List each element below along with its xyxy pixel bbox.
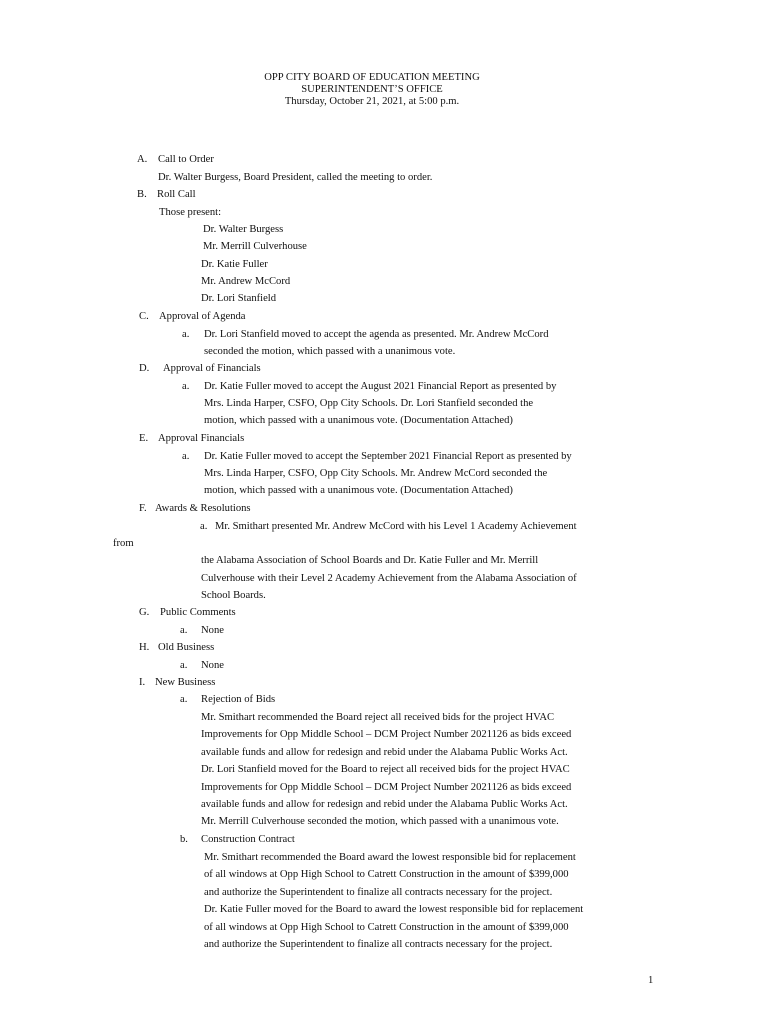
roll-call-member: Dr. Lori Stanfield <box>201 293 277 304</box>
section-f-title: Awards & Resolutions <box>155 503 251 514</box>
section-i-item-a-line: available funds and allow for redesign and rebid under the Alabama Public Works Act. <box>201 747 568 758</box>
section-c-item-label: a. <box>182 329 190 340</box>
section-f-line: School Boards. <box>201 590 266 601</box>
office-name: SUPERINTENDENT’S OFFICE <box>301 84 443 95</box>
section-h-item-label: a. <box>180 660 188 671</box>
roll-call-member: Mr. Merrill Culverhouse <box>203 241 307 252</box>
section-i-label: I. <box>139 677 146 688</box>
roll-call-member: Mr. Andrew McCord <box>201 276 291 287</box>
section-h-title: Old Business <box>158 642 215 653</box>
section-c-line: Dr. Lori Stanfield moved to accept the agenda as presented. Mr. Andrew McCord <box>204 329 549 340</box>
section-b-label: B. <box>137 189 147 200</box>
section-i-item-b-line: of all windows at Opp High School to Catrett Construction in the amount of $399,000 <box>204 869 569 880</box>
section-g-label: G. <box>139 607 150 618</box>
roll-call-member: Dr. Walter Burgess <box>203 224 284 235</box>
section-f-item-label: a. <box>200 521 208 532</box>
section-c-title: Approval of Agenda <box>159 311 246 322</box>
section-f-line: Culverhouse with their Level 2 Academy Achievement from the Alabama Association of <box>201 573 577 584</box>
section-d-title: Approval of Financials <box>163 363 261 374</box>
section-i-item-a-line: Improvements for Opp Middle School – DCM Project Number 2021126 as bids exceed <box>201 729 572 740</box>
section-h-item: None <box>201 660 224 671</box>
section-d-item-label: a. <box>182 381 190 392</box>
section-i-item-b-line: Dr. Katie Fuller moved for the Board to award the lowest responsible bid for replacement <box>204 904 584 915</box>
section-g-item-label: a. <box>180 625 188 636</box>
section-i-item-b-title: Construction Contract <box>201 834 295 845</box>
section-i-item-a-line: Mr. Smithart recommended the Board reject all received bids for the project HVAC <box>201 712 555 723</box>
section-e-title: Approval Financials <box>158 433 245 444</box>
page-number: 1 <box>648 975 654 986</box>
section-f-label: F. <box>139 503 147 514</box>
section-i-item-b-line: and authorize the Superintendent to finalize all contracts necessary for the project. <box>204 939 553 950</box>
section-i-item-a-line: Mr. Merrill Culverhouse seconded the motion, which passed with a unanimous vote. <box>201 816 559 827</box>
section-a-label: A. <box>137 154 148 165</box>
section-d-line: motion, which passed with a unanimous vote. (Documentation Attached) <box>204 415 513 426</box>
section-i-item-a-title: Rejection of Bids <box>201 694 276 705</box>
section-a-text: Dr. Walter Burgess, Board President, called the meeting to order. <box>158 172 433 183</box>
section-i-item-a-label: a. <box>180 694 188 705</box>
section-b-title: Roll Call <box>157 189 196 200</box>
section-c-label: C. <box>139 311 149 322</box>
section-i-item-b-line: and authorize the Superintendent to finalize all contracts necessary for the project. <box>204 887 553 898</box>
section-d-label: D. <box>139 363 150 374</box>
section-d-line: Dr. Katie Fuller moved to accept the August 2021 Financial Report as presented by <box>204 381 557 392</box>
section-i-item-a-line: Dr. Lori Stanfield moved for the Board to reject all received bids for the project HVAC <box>201 764 570 775</box>
section-f-line: the Alabama Association of School Boards and Dr. Katie Fuller and Mr. Merrill <box>201 555 539 566</box>
section-g-title: Public Comments <box>160 607 236 618</box>
roll-call-intro: Those present: <box>159 207 222 218</box>
section-d-line: Mrs. Linda Harper, CSFO, Opp City Schools. Dr. Lori Stanfield seconded the <box>204 398 534 409</box>
section-e-item-label: a. <box>182 451 190 462</box>
section-c-line: seconded the motion, which passed with a unanimous vote. <box>204 346 456 357</box>
section-i-item-b-line: Mr. Smithart recommended the Board award the lowest responsible bid for replacement <box>204 852 576 863</box>
section-i-item-b-line: of all windows at Opp High School to Catrett Construction in the amount of $399,000 <box>204 922 569 933</box>
section-a-title: Call to Order <box>158 154 214 165</box>
section-i-item-a-line: available funds and allow for redesign and rebid under the Alabama Public Works Act. <box>201 799 568 810</box>
meeting-date: Thursday, October 21, 2021, at 5:00 p.m. <box>284 96 460 107</box>
section-h-label: H. <box>139 642 150 653</box>
section-f-first-line: Mr. Smithart presented Mr. Andrew McCord with his Level 1 Academy Achievement <box>215 521 577 532</box>
section-g-item: None <box>201 625 224 636</box>
section-e-label: E. <box>139 433 149 444</box>
section-i-item-a-line: Improvements for Opp Middle School – DCM Project Number 2021126 as bids exceed <box>201 782 572 793</box>
section-f-wrap-word: from <box>113 538 134 549</box>
section-e-line: motion, which passed with a unanimous vote. (Documentation Attached) <box>204 485 513 496</box>
section-i-item-b-label: b. <box>180 834 188 845</box>
section-e-line: Mrs. Linda Harper, CSFO, Opp City Schools. Mr. Andrew McCord seconded the <box>204 468 548 479</box>
meeting-title: OPP CITY BOARD OF EDUCATION MEETING <box>264 72 480 83</box>
section-i-title: New Business <box>155 677 216 688</box>
roll-call-member: Dr. Katie Fuller <box>201 259 268 270</box>
section-e-line: Dr. Katie Fuller moved to accept the September 2021 Financial Report as presented by <box>204 451 572 462</box>
